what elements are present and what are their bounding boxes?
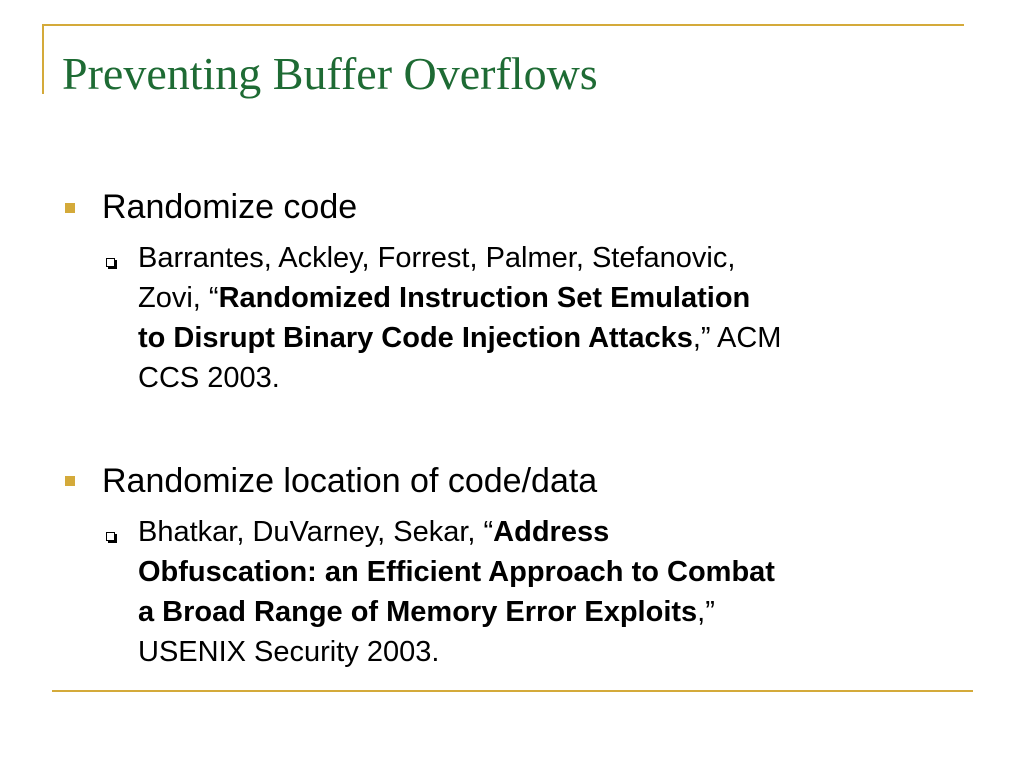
reference-line [138, 552, 978, 592]
paper-title: to Disrupt Binary Code Injection Attacks [138, 322, 693, 354]
reference-text: Bhatkar, DuVarney, Sekar, “ [138, 516, 494, 548]
frame-bottom-rule [52, 690, 973, 692]
reference-line: USENIX Security 2003. [138, 636, 440, 668]
reference-text: ,” [697, 596, 715, 628]
reference-line [138, 592, 978, 632]
paper-title: Obfuscation: an Efficient Approach to Combat [138, 556, 775, 588]
sub-bullet-box-icon [106, 258, 115, 267]
bullet-heading-randomize-code: Randomize code [102, 188, 358, 226]
reference-barrantes [138, 238, 978, 398]
paper-title: Address [493, 516, 610, 548]
reference-line: Barrantes, Ackley, Forrest, Palmer, Stefanovic, [138, 242, 736, 274]
frame-left-rule [42, 24, 44, 94]
reference-text: ,” ACM [692, 322, 782, 354]
frame-top-rule [42, 24, 964, 26]
reference-line [138, 512, 978, 552]
reference-line [138, 278, 978, 318]
reference-line: CCS 2003. [138, 362, 280, 394]
reference-bhatkar [138, 512, 978, 672]
slide-title: Preventing Buffer Overflows [62, 48, 598, 99]
reference-text: Zovi, “ [138, 282, 219, 314]
reference-line [138, 318, 978, 358]
sub-bullet-box-icon [106, 532, 115, 541]
bullet-heading-randomize-location: Randomize location of code/data [102, 462, 598, 500]
bullet-square-icon [65, 203, 75, 213]
bullet-square-icon [65, 476, 75, 486]
paper-title: a Broad Range of Memory Error Exploits [138, 596, 698, 628]
paper-title: Randomized Instruction Set Emulation [218, 282, 751, 314]
